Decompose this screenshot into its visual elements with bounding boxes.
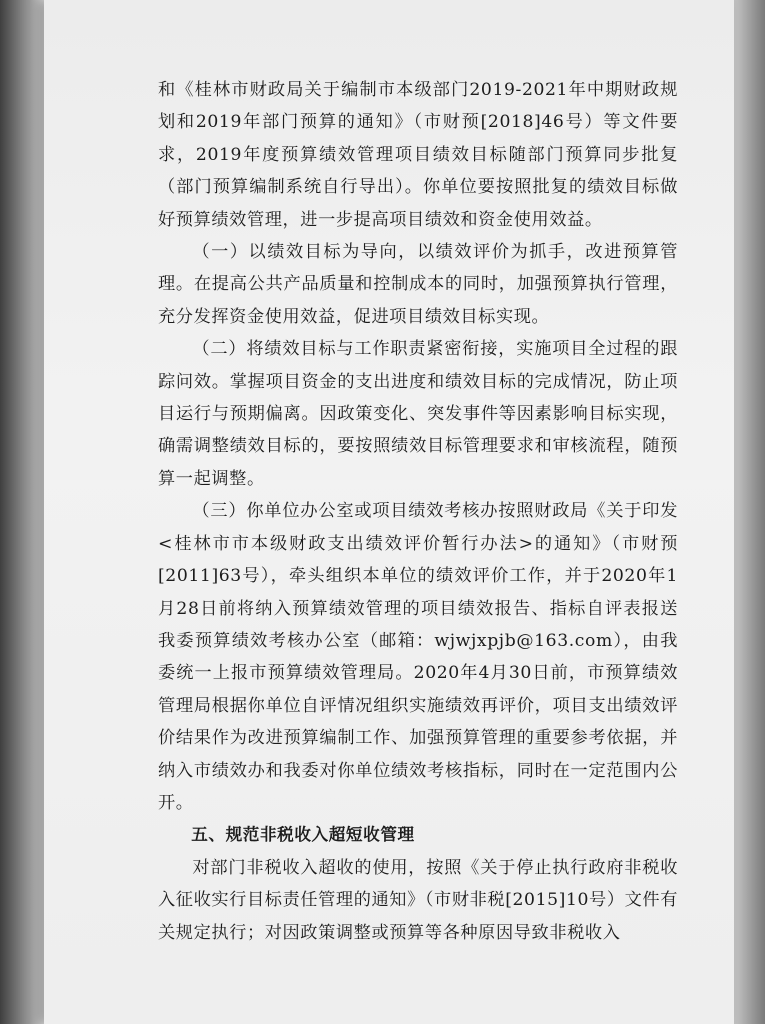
paragraph-closing: 对部门非税收入超收的使用，按照《关于停止执行政府非税收入征收实行目标责任管理的通知》（市财非税[2015]10号）文件有关规定执行；对因政策调整或预算等各种原因导致非税收入 <box>158 857 678 943</box>
section-heading: 五、规范非税收入超短收管理 <box>191 825 415 845</box>
document-body <box>158 74 678 949</box>
paragraph-item-1: （一）以绩效目标为导向，以绩效评价为抓手，改进预算管理。在提高公共产品质量和控制成本的同时，加强预算执行管理，充分发挥资金使用效益，促进项目绩效目标实现。 <box>158 242 678 327</box>
paragraph-intro: 和《桂林市财政局关于编制市本级部门2019-2021年中期财政规划和2019年部门预算的通知》（市财预[2018]46号）等文件要求，2019年度预算绩效管理项目绩效目标随部门预算同步批复（部门预算编制系统自行导出）。你单位要按照批复的绩效目标做好预算绩效管理，进一步提高项目绩效和资金使用效益。 <box>158 80 678 230</box>
paragraph-item-3: （三）你单位办公室或项目绩效考核办按照财政局《关于印发<桂林市市本级财政支出绩效评价暂行办法>的通知》（市财预[2011]63号），牵头组织本单位的绩效评价工作，并于2020年1月28日前将纳入预算绩效管理的项目绩效报告、指标自评表报送我委预算绩效考核办公室（邮箱：wjwjxpjb@163.com），由我委统一上报市预算绩效管理局。2020年4月30日前，市预算绩效管理局根据你单位自评情况组织实施绩效再评价，项目支出绩效评价结果作为改进预算编制工作、加强预算管理的重要参考依据，并纳入市绩效办和我委对你单位绩效考核指标，同时在一定范围内公开。 <box>158 501 678 813</box>
paragraph-item-2: （二）将绩效目标与工作职责紧密衔接，实施项目全过程的跟踪问效。掌握项目资金的支出进度和绩效目标的完成情况，防止项目运行与预期偏离。因政策变化、突发事件等因素影响目标实现，确需调整绩效目标的，要按照绩效目标管理要求和审核流程，随预算一起调整。 <box>158 339 678 489</box>
